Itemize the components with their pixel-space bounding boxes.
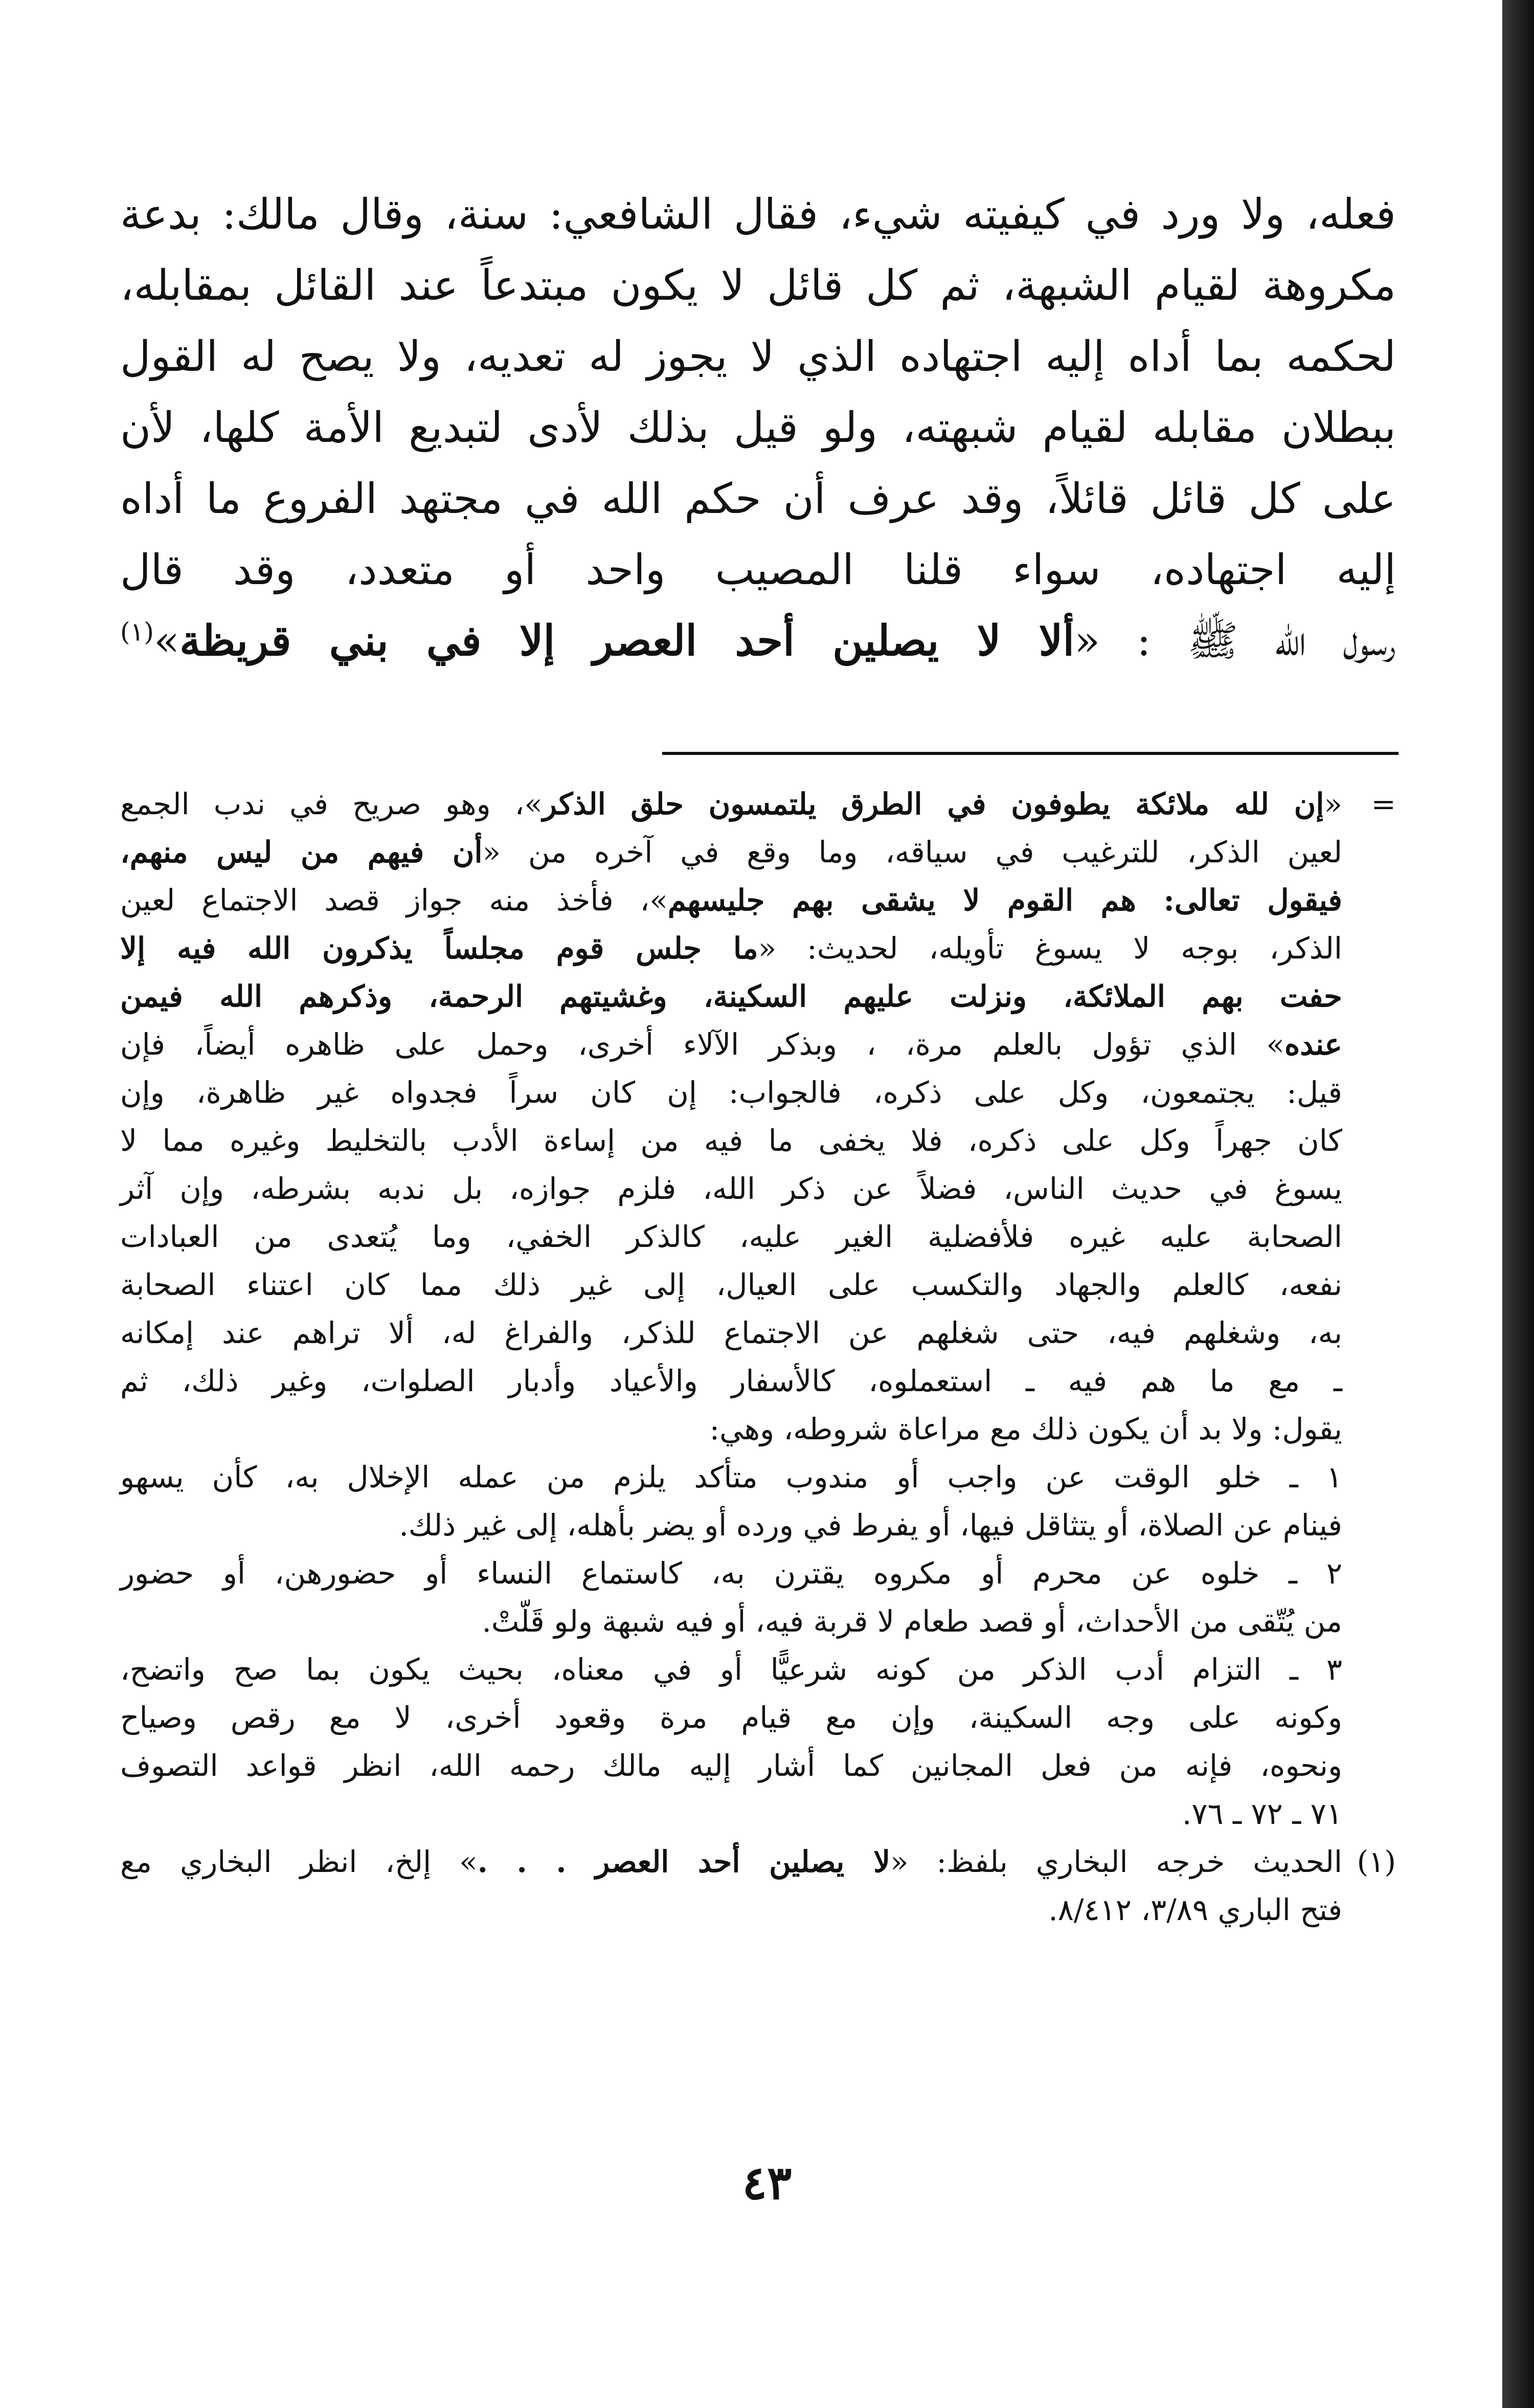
condition-line: ٢ ـ خلوه عن محرم أو مكروه يقترن به، كاستماع النساء أو حضورهن، أو حضور xyxy=(120,1556,1342,1591)
footnote-1-prefix: الحديث خرجه البخاري بلفظ: « xyxy=(890,1844,1342,1879)
body-line: ببطلان مقابله لقيام شبهته، ولو قيل بذلك لأدى لتبديع الأمة كلها، لأن xyxy=(120,404,1396,452)
footnote-1-line xyxy=(120,1838,1342,1886)
footnote-text: نفعه، كالعلم والجهاد والتكسب على العيال، إلى غير ذلك مما كان اعتناء الصحابة xyxy=(120,1267,1342,1302)
page-binding-edge xyxy=(1502,0,1534,2408)
footnote-continued-text xyxy=(120,780,1342,1453)
footnote-line xyxy=(120,1117,1342,1165)
footnote-reference[interactable]: (١) xyxy=(120,617,154,647)
footnote-1-suffix: » إلخ، انظر البخاري مع xyxy=(120,1844,478,1879)
footnote-text: كان جهراً وكل على ذكره، فلا يخفى ما فيه من إساءة الأدب بالتخليط وغيره مما لا xyxy=(120,1123,1342,1158)
footnote-text: « xyxy=(1324,787,1342,821)
footnote-line xyxy=(120,1068,1342,1117)
footnote-1-line: فتح الباري ٣/٨٩، ٨/٤١٢. xyxy=(1048,1892,1342,1927)
body-line: مكروهة لقيام الشبهة، ثم كل قائل لا يكون مبتدعاً عند القائل بمقابله، xyxy=(120,261,1396,310)
footnote-line xyxy=(120,876,1342,924)
footnote-text: الذكر، بوجه لا يسوغ تأويله، لحديث: « xyxy=(758,931,1342,966)
body-line: إليه اجتهاده، سواء قلنا المصيب واحد أو متعدد، وقد قال xyxy=(120,546,1396,594)
quoted-hadith-text: أن فيهم من ليس منهم، xyxy=(120,835,483,869)
quoted-hadith-text: إن لله ملائكة يطوفون في الطرق يلتمسون حلق الذكر xyxy=(542,787,1324,821)
footnote-1 xyxy=(120,1838,1396,1934)
body-line-hadith xyxy=(120,606,1396,677)
body-line: لحكمه بما أداه إليه اجتهاده الذي لا يجوز له تعديه، ولا يصح له القول xyxy=(120,332,1396,381)
footnote-line xyxy=(120,1213,1342,1261)
hadith-close: » xyxy=(153,617,180,665)
footnote-line xyxy=(120,924,1342,972)
footnote-line xyxy=(120,828,1342,876)
condition-line: من يُتّقى من الأحداث، أو قصد طعام لا قربة فيه، أو فيه شبهة ولو قَلّتْ. xyxy=(482,1604,1342,1639)
quoted-hadith-text: ما جلس قوم مجلساً يذكرون الله فيه إلا xyxy=(120,931,758,966)
footnote-text: ـ مع ما هم فيه ـ استعملوه، كالأسفار والأعياد وأدبار الصلوات، وغير ذلك، ثم xyxy=(120,1364,1342,1398)
footnote-1-quote: لا يصلين أحد العصر . . . xyxy=(477,1844,891,1879)
condition-line: ٧١ ـ ٧٢ ـ ٧٦. xyxy=(1182,1796,1342,1831)
footnote-text: يسوغ في حديث الناس، فضلاً عن ذكر الله، فلزم جوازه، بل ندبه بشرطه، وإن آثر xyxy=(120,1171,1342,1206)
footnote-text: يقول: ولا بد أن يكون ذلك مع مراعاة شروطه، وهي: xyxy=(709,1412,1342,1446)
quoted-hadith-text: حفت بهم الملائكة، ونزلت عليهم السكينة، وغشيتهم الرحمة، وذكرهم الله فيمن xyxy=(120,979,1342,1014)
footnote-line xyxy=(120,1020,1342,1068)
footnote-text: » الذي تؤول بالعلم مرة، ، وبذكر الآلاء أخرى، وحمل على ظاهره أيضاً، فإن xyxy=(120,1027,1285,1062)
condition-line: وكونه على وجه السكينة، وإن مع قيام مرة وقعود أخرى، لا مع رقص وصياح xyxy=(120,1700,1342,1735)
main-body-text xyxy=(120,179,1396,677)
footnote-1-marker: (١) xyxy=(1357,1844,1396,1879)
footnote-line xyxy=(120,780,1342,828)
footnote-separator xyxy=(662,752,1398,755)
footnotes-section xyxy=(120,780,1396,1934)
footnote-line xyxy=(120,1405,1342,1453)
footnote-text: به، وشغلهم فيه، حتى شغلهم عن الاجتماع للذكر، والفراغ له، ألا تراهم عند إمكانه xyxy=(120,1316,1342,1350)
conditions-list xyxy=(120,1453,1342,1838)
footnote-text: الصحابة عليه غيره فلأفضلية الغير عليه، كالذكر الخفي، وما يُتعدى من العبادات xyxy=(120,1219,1342,1254)
footnote-text: قيل: يجتمعون، وكل على ذكره، فالجواب: إن كان سراً فجدواه غير ظاهرة، وإن xyxy=(120,1075,1342,1110)
condition-line: ١ ـ خلو الوقت عن واجب أو مندوب متأكد يلزم من عمله الإخلال به، كأن يسهو xyxy=(120,1460,1342,1495)
hadith-intro: رسول الله ﷺ : « xyxy=(1074,617,1396,665)
page-number: ٤٣ xyxy=(742,2156,792,2210)
footnote-text: »، فأخذ منه جواز قصد الاجتماع لعين xyxy=(120,883,668,918)
footnote-line xyxy=(120,1165,1342,1213)
body-line: فعله، ولا ورد في كيفيته شيء، فقال الشافعي: سنة، وقال مالك: بدعة xyxy=(120,190,1396,239)
footnote-line xyxy=(120,1309,1342,1357)
footnote-line xyxy=(120,972,1342,1020)
continuation-marker: = xyxy=(1371,787,1396,821)
body-line: على كل قائل قائلاً، وقد عرف أن حكم الله في مجتهد الفروع ما أداه xyxy=(120,475,1396,523)
quoted-hadith-text: فيقول تعالى: هم القوم لا يشقى بهم جليسهم xyxy=(667,883,1342,918)
footnote-text: لعين الذكر، للترغيب في سياقه، وما وقع في آخره من « xyxy=(482,835,1342,869)
condition-line: فينام عن الصلاة، أو يتثاقل فيها، أو يفرط في ورده أو يضر بأهله، إلى غير ذلك. xyxy=(399,1508,1342,1543)
footnote-line xyxy=(120,1357,1342,1405)
footnote-text: »، وهو صريح في ندب الجمع xyxy=(120,787,543,821)
condition-line: ونحوه، فإنه من فعل المجانين كما أشار إليه مالك رحمه الله، انظر قواعد التصوف xyxy=(120,1748,1342,1783)
footnote-continued xyxy=(120,780,1396,1838)
quoted-hadith-text: عنده xyxy=(1284,1027,1342,1062)
condition-line: ٣ ـ التزام أدب الذكر من كونه شرعيًّا أو في معناه، بحيث يكون بما صح واتضح، xyxy=(120,1652,1342,1687)
hadith-quote: ألا لا يصلين أحد العصر إلا في بني قريظة xyxy=(179,616,1075,665)
footnote-line xyxy=(120,1261,1342,1309)
